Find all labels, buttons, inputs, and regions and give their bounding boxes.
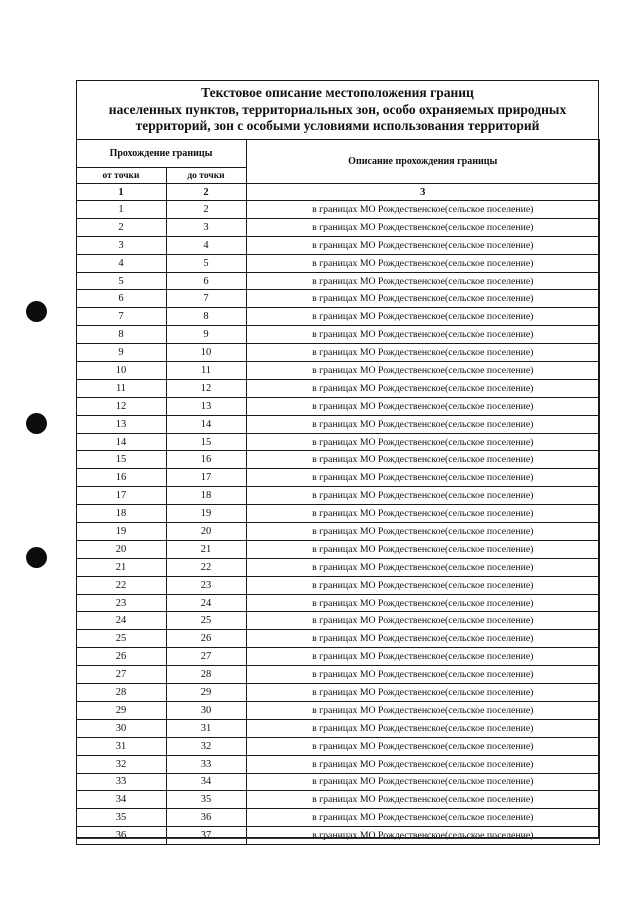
table-row — [76, 326, 600, 344]
cell-from-point: 11 — [76, 379, 166, 397]
table-row — [76, 594, 600, 612]
table-row — [76, 666, 600, 684]
table-row — [76, 362, 600, 380]
cell-description: в границах МО Рождественское(сельское поселение) — [246, 344, 600, 362]
table-row — [76, 505, 600, 523]
cell-description: в границах МО Рождественское(сельское поселение) — [246, 362, 600, 380]
cell-description: в границах МО Рождественское(сельское поселение) — [246, 684, 600, 702]
cell-from-point: 21 — [76, 558, 166, 576]
cell-from-point: 9 — [76, 344, 166, 362]
header-to-point: до точки — [166, 168, 246, 184]
cell-to-point: 12 — [166, 379, 246, 397]
cell-from-point: 19 — [76, 523, 166, 541]
cell-description: в границах МО Рождественское(сельское поселение) — [246, 737, 600, 755]
table-row — [76, 236, 600, 254]
cell-from-point: 15 — [76, 451, 166, 469]
cell-description: в границах МО Рождественское(сельское поселение) — [246, 326, 600, 344]
cell-description: в границах МО Рождественское(сельское поселение) — [246, 594, 600, 612]
cell-from-point: 1 — [76, 201, 166, 219]
cell-description: в границах МО Рождественское(сельское поселение) — [246, 218, 600, 236]
header-from-point: от точки — [76, 168, 166, 184]
cell-from-point: 28 — [76, 684, 166, 702]
table-row — [76, 451, 600, 469]
cell-from-point: 18 — [76, 505, 166, 523]
cell-description: в границах МО Рождественское(сельское поселение) — [246, 272, 600, 290]
cell-from-point: 7 — [76, 308, 166, 326]
cell-description: в границах МО Рождественское(сельское поселение) — [246, 254, 600, 272]
table-row — [76, 576, 600, 594]
column-number-2: 2 — [166, 184, 246, 201]
table-row — [76, 523, 600, 541]
cell-to-point: 26 — [166, 630, 246, 648]
cell-from-point: 31 — [76, 737, 166, 755]
punch-hole-top — [26, 301, 47, 322]
cell-description: в границах МО Рождественское(сельское поселение) — [246, 469, 600, 487]
table-row — [76, 254, 600, 272]
table-row — [76, 433, 600, 451]
table-row — [76, 791, 600, 809]
cell-description: в границах МО Рождественское(сельское поселение) — [246, 379, 600, 397]
cell-to-point: 13 — [166, 397, 246, 415]
table-row — [76, 684, 600, 702]
table-row — [76, 719, 600, 737]
cell-to-point: 7 — [166, 290, 246, 308]
cell-from-point: 29 — [76, 701, 166, 719]
cell-to-point: 25 — [166, 612, 246, 630]
cell-from-point: 32 — [76, 755, 166, 773]
table-row — [76, 397, 600, 415]
cell-from-point: 26 — [76, 648, 166, 666]
table-row — [76, 773, 600, 791]
cell-from-point: 23 — [76, 594, 166, 612]
cell-to-point: 9 — [166, 326, 246, 344]
cell-description: в границах МО Рождественское(сельское поселение) — [246, 719, 600, 737]
cell-from-point: 2 — [76, 218, 166, 236]
cell-to-point: 19 — [166, 505, 246, 523]
table-row — [76, 344, 600, 362]
cell-description: в границах МО Рождественское(сельское поселение) — [246, 576, 600, 594]
cell-to-point: 23 — [166, 576, 246, 594]
table-header-row — [76, 140, 600, 168]
cell-description: в границах МО Рождественское(сельское поселение) — [246, 701, 600, 719]
cell-to-point: 36 — [166, 809, 246, 827]
cell-from-point: 14 — [76, 433, 166, 451]
cell-to-point: 6 — [166, 272, 246, 290]
cell-from-point: 5 — [76, 272, 166, 290]
table-row — [76, 630, 600, 648]
cell-to-point: 18 — [166, 487, 246, 505]
cell-to-point: 17 — [166, 469, 246, 487]
cell-to-point: 16 — [166, 451, 246, 469]
table-row — [76, 540, 600, 558]
cell-from-point: 34 — [76, 791, 166, 809]
cell-to-point: 2 — [166, 201, 246, 219]
cell-from-point: 10 — [76, 362, 166, 380]
table-row — [76, 272, 600, 290]
cell-description: в границах МО Рождественское(сельское поселение) — [246, 308, 600, 326]
cell-to-point: 20 — [166, 523, 246, 541]
cell-from-point: 4 — [76, 254, 166, 272]
title-line-3: территорий, зон с особыми условиями использования территорий — [135, 118, 540, 133]
cell-from-point: 35 — [76, 809, 166, 827]
cell-to-point: 15 — [166, 433, 246, 451]
punch-hole-bottom — [26, 547, 47, 568]
table-row — [76, 701, 600, 719]
cell-to-point: 11 — [166, 362, 246, 380]
document-title — [77, 85, 598, 135]
table-row — [76, 737, 600, 755]
cell-from-point: 27 — [76, 666, 166, 684]
cell-from-point: 17 — [76, 487, 166, 505]
cell-to-point: 30 — [166, 701, 246, 719]
cell-to-point: 33 — [166, 755, 246, 773]
cell-to-point: 37 — [166, 827, 246, 845]
cell-description: в границах МО Рождественское(сельское поселение) — [246, 290, 600, 308]
column-number-3: 3 — [246, 184, 600, 201]
cell-to-point: 34 — [166, 773, 246, 791]
cell-to-point: 8 — [166, 308, 246, 326]
cell-to-point: 32 — [166, 737, 246, 755]
table-row — [76, 755, 600, 773]
table-row — [76, 290, 600, 308]
table-body — [76, 140, 600, 845]
table-row — [76, 827, 600, 845]
cell-description: в границах МО Рождественское(сельское поселение) — [246, 809, 600, 827]
document-frame — [76, 80, 599, 842]
cell-from-point: 13 — [76, 415, 166, 433]
table-row — [76, 558, 600, 576]
cell-description: в границах МО Рождественское(сельское поселение) — [246, 505, 600, 523]
cell-to-point: 35 — [166, 791, 246, 809]
punch-hole-middle — [26, 413, 47, 434]
header-description: Описание прохождения границы — [246, 140, 600, 184]
table-row — [76, 415, 600, 433]
cell-to-point: 5 — [166, 254, 246, 272]
cell-description: в границах МО Рождественское(сельское поселение) — [246, 487, 600, 505]
cell-from-point: 33 — [76, 773, 166, 791]
cell-from-point: 24 — [76, 612, 166, 630]
column-number-1: 1 — [76, 184, 166, 201]
cell-to-point: 22 — [166, 558, 246, 576]
cell-from-point: 12 — [76, 397, 166, 415]
cell-description: в границах МО Рождественское(сельское поселение) — [246, 558, 600, 576]
table-row — [76, 308, 600, 326]
cell-from-point: 30 — [76, 719, 166, 737]
table-row — [76, 379, 600, 397]
cell-description: в границах МО Рождественское(сельское поселение) — [246, 433, 600, 451]
cell-to-point: 21 — [166, 540, 246, 558]
table-row — [76, 809, 600, 827]
cell-description: в границах МО Рождественское(сельское поселение) — [246, 612, 600, 630]
cell-from-point: 3 — [76, 236, 166, 254]
column-number-row — [76, 184, 600, 201]
table-row — [76, 648, 600, 666]
title-line-2: населенных пунктов, территориальных зон, особо охраняемых природных — [108, 101, 567, 117]
cell-description: в границах МО Рождественское(сельское поселение) — [246, 415, 600, 433]
title-line-1: Текстовое описание местоположения границ — [201, 85, 474, 100]
boundary-table — [76, 139, 601, 845]
cell-description: в границах МО Рождественское(сельское поселение) — [246, 397, 600, 415]
cell-description: в границах МО Рождественское(сельское поселение) — [246, 648, 600, 666]
cell-from-point: 25 — [76, 630, 166, 648]
bottom-rule — [76, 838, 599, 839]
table-row — [76, 218, 600, 236]
cell-to-point: 31 — [166, 719, 246, 737]
cell-description: в границах МО Рождественское(сельское поселение) — [246, 236, 600, 254]
cell-to-point: 10 — [166, 344, 246, 362]
cell-description: в границах МО Рождественское(сельское поселение) — [246, 773, 600, 791]
cell-description: в границах МО Рождественское(сельское поселение) — [246, 540, 600, 558]
cell-to-point: 4 — [166, 236, 246, 254]
cell-to-point: 24 — [166, 594, 246, 612]
cell-from-point: 20 — [76, 540, 166, 558]
cell-from-point: 22 — [76, 576, 166, 594]
table-row — [76, 487, 600, 505]
cell-description: в границах МО Рождественское(сельское поселение) — [246, 451, 600, 469]
cell-from-point: 8 — [76, 326, 166, 344]
table-row — [76, 469, 600, 487]
cell-description: в границах МО Рождественское(сельское поселение) — [246, 630, 600, 648]
cell-to-point: 27 — [166, 648, 246, 666]
cell-to-point: 28 — [166, 666, 246, 684]
cell-from-point: 16 — [76, 469, 166, 487]
cell-from-point: 6 — [76, 290, 166, 308]
cell-description: в границах МО Рождественское(сельское поселение) — [246, 827, 600, 845]
cell-to-point: 3 — [166, 218, 246, 236]
cell-description: в границах МО Рождественское(сельское поселение) — [246, 666, 600, 684]
cell-description: в границах МО Рождественское(сельское поселение) — [246, 201, 600, 219]
header-boundary-passage: Прохождение границы — [76, 140, 246, 168]
cell-description: в границах МО Рождественское(сельское поселение) — [246, 523, 600, 541]
cell-from-point: 36 — [76, 827, 166, 845]
table-row — [76, 201, 600, 219]
cell-to-point: 29 — [166, 684, 246, 702]
cell-description: в границах МО Рождественское(сельское поселение) — [246, 755, 600, 773]
table-row — [76, 612, 600, 630]
cell-description: в границах МО Рождественское(сельское поселение) — [246, 791, 600, 809]
cell-to-point: 14 — [166, 415, 246, 433]
